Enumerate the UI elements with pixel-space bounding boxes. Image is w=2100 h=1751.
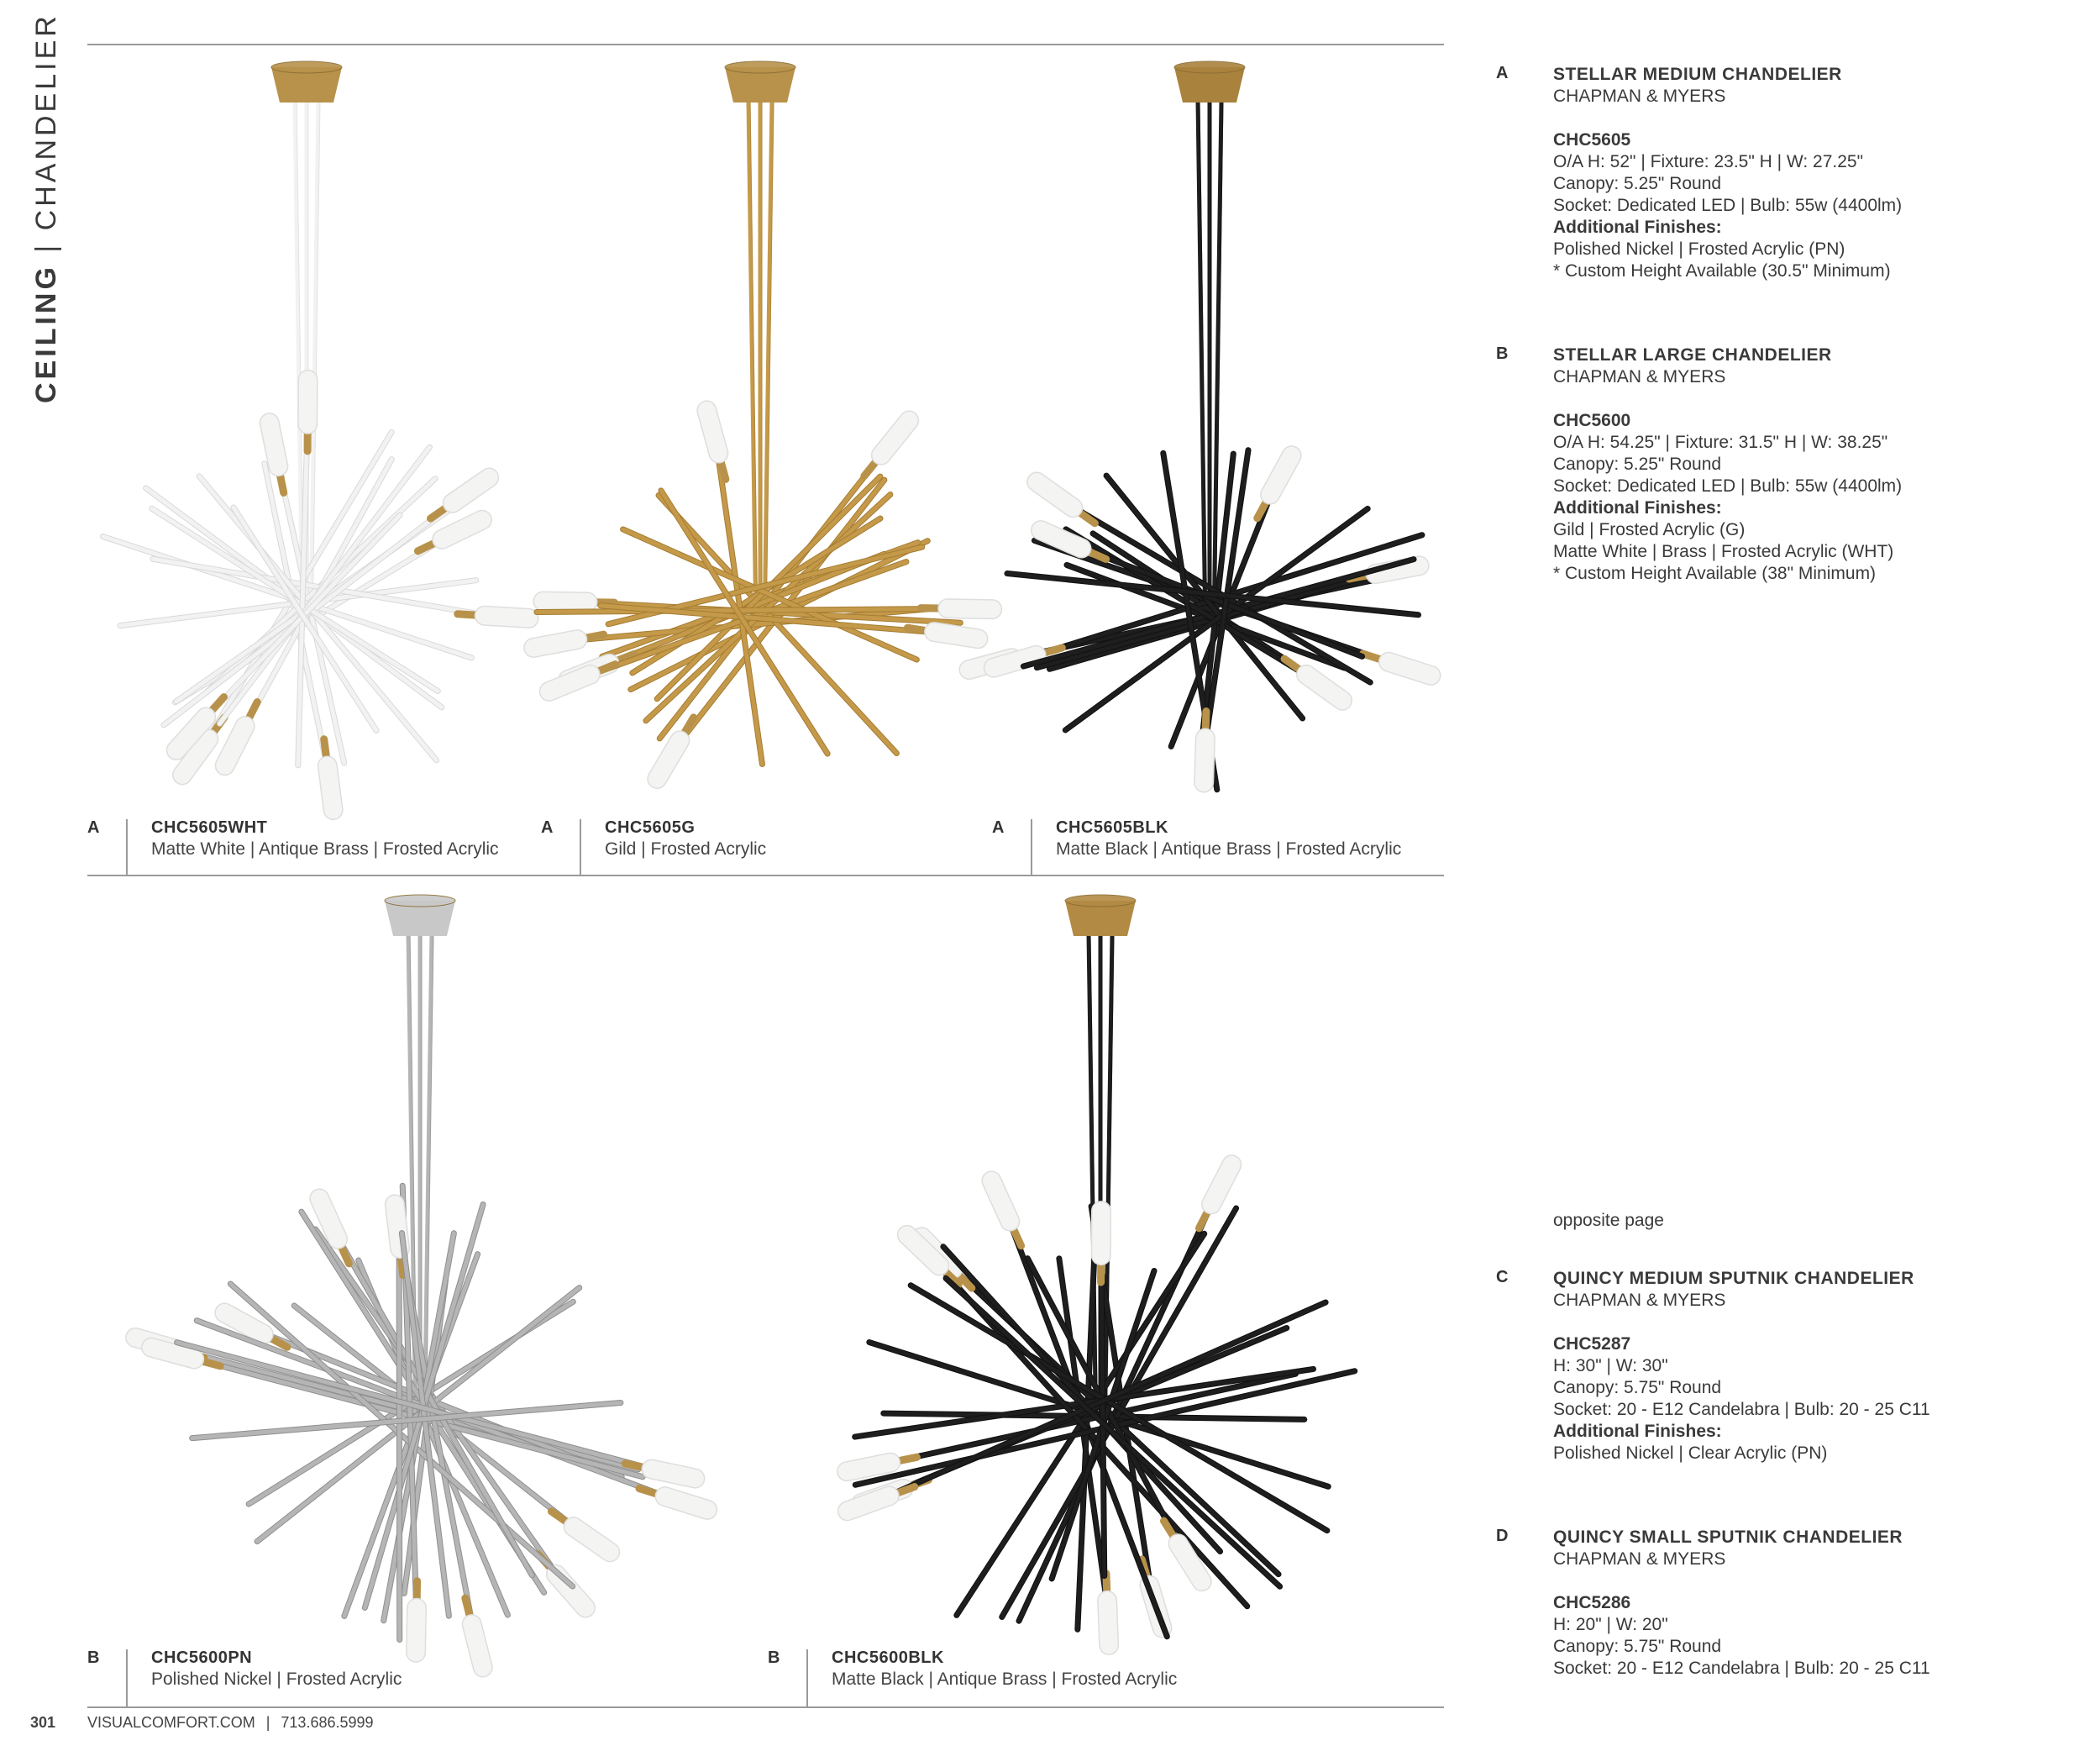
section-label-light: CHANDELIER [30, 13, 62, 231]
spec-line: Socket: Dedicated LED | Bulb: 55w (4400lm) [1553, 196, 1903, 215]
product-name: STELLAR MEDIUM CHANDELIER [1553, 65, 1842, 84]
stem-rod [1198, 101, 1205, 597]
section-label [17, 13, 76, 403]
glass-shade [533, 639, 577, 648]
glass-shade [657, 740, 680, 779]
chandelier-photo-white [101, 59, 538, 798]
caption-divider [580, 819, 581, 875]
glass-shade [453, 477, 489, 502]
stem-rod [425, 934, 432, 1412]
arm-rod [911, 1286, 1327, 1531]
product-name: QUINCY SMALL SPUTNIK CHANDELIER [1553, 1528, 1903, 1547]
canopy-top [385, 895, 455, 907]
designer: CHAPMAN & MYERS [1553, 1549, 1726, 1569]
section-label-bold: CEILING [30, 264, 62, 403]
stem-rod [1215, 101, 1221, 597]
product-name: QUINCY MEDIUM SPUTNIK CHANDELIER [1553, 1269, 1914, 1288]
stem-rod [765, 101, 772, 597]
glass-shade [151, 1348, 194, 1359]
glass-shade [1037, 481, 1073, 507]
finish-line: Gild | Frosted Acrylic (G) [1553, 520, 1746, 539]
glass-shade [948, 608, 992, 609]
spec-letter: C [1496, 1268, 1509, 1286]
canopy-top [271, 61, 342, 73]
finishes-label: Additional Finishes: [1553, 218, 1722, 237]
footer-site[interactable]: VISUALCOMFORT.COM [87, 1714, 255, 1731]
glass-shade [881, 420, 909, 455]
chandelier-photo-black [1004, 59, 1441, 798]
caption-letter: A [992, 818, 1005, 837]
arm-rod [399, 1242, 400, 1640]
arm-rod [946, 1278, 1280, 1586]
spec-letter: A [1496, 64, 1509, 82]
stem-rod [748, 101, 755, 597]
opposite-page-note: opposite page [1553, 1211, 1664, 1230]
finish-line: Polished Nickel | Frosted Acrylic (PN) [1553, 239, 1845, 259]
spec-line: Socket: 20 - E12 Candelabra | Bulb: 20 - 25 C11 [1553, 1659, 1930, 1678]
spec-letter: D [1496, 1527, 1509, 1545]
glass-shade [934, 632, 978, 639]
top-rule [87, 44, 1444, 45]
glass-shade [1270, 455, 1292, 494]
glass-shade [472, 1624, 483, 1667]
caption-letter: A [87, 818, 100, 837]
glass-shade [652, 1470, 696, 1479]
glass-shade [442, 520, 482, 539]
caption-letter: B [768, 1648, 780, 1667]
glass-shade [328, 765, 333, 810]
spec-line: H: 30" | W: 30" [1553, 1356, 1668, 1375]
stem-rod [295, 101, 302, 597]
canopy-top [1174, 61, 1245, 73]
spec-body [1553, 1268, 2091, 1464]
caption-finish: Gild | Frosted Acrylic [605, 839, 767, 859]
caption-letter: A [541, 818, 554, 837]
caption-divider [126, 819, 128, 875]
finish-line: * Custom Height Available (38" Minimum) [1553, 564, 1877, 583]
caption-finish: Polished Nickel | Frosted Acrylic [151, 1669, 402, 1689]
canopy-top [725, 61, 795, 73]
spec-body [1553, 1527, 2091, 1680]
glass-shade [574, 1527, 611, 1552]
chandelier-photo-gild [550, 59, 987, 798]
glass-shade [1306, 675, 1342, 701]
section-label-separator: | [30, 241, 62, 253]
finish-line: Matte White | Brass | Frosted Acrylic (WHT) [1553, 542, 1894, 561]
glass-shade [485, 616, 529, 618]
product-sku: CHC5287 [1553, 1334, 1631, 1354]
finish-line: * Custom Height Available (30.5" Minimum) [1553, 261, 1891, 281]
spec-line: O/A H: 52" | Fixture: 23.5" H | W: 27.25" [1553, 152, 1864, 171]
caption-finish: Matte Black | Antique Brass | Frosted Acrylic [1056, 839, 1402, 859]
finishes-label: Additional Finishes: [1553, 498, 1722, 518]
stem-rod [312, 101, 318, 597]
chandelier-photo-nickel [168, 891, 689, 1647]
caption-divider [1031, 819, 1032, 875]
footer-separator: | [265, 1714, 270, 1731]
caption-divider [126, 1649, 128, 1706]
middle-rule [87, 875, 1444, 876]
caption-divider [806, 1649, 808, 1706]
spec-line: Socket: Dedicated LED | Bulb: 55w (4400lm) [1553, 476, 1903, 496]
glass-shade [395, 1204, 400, 1249]
glass-shade [319, 1198, 338, 1238]
glass-shade [270, 423, 279, 466]
glass-shade [706, 410, 718, 453]
chandelier-photo-black-large [840, 891, 1361, 1647]
canopy-top [1065, 895, 1136, 907]
glass-shade [1204, 739, 1205, 783]
designer: CHAPMAN & MYERS [1553, 1291, 1726, 1310]
product-sku: CHC5286 [1553, 1593, 1631, 1612]
bottom-rule [87, 1706, 1444, 1708]
caption-finish: Matte White | Antique Brass | Frosted Acrylic [151, 839, 499, 859]
product-sku: CHC5605 [1553, 130, 1631, 150]
spec-line: Socket: 20 - E12 Candelabra | Bulb: 20 - 25 C11 [1553, 1400, 1930, 1419]
glass-shade [1211, 1165, 1231, 1204]
product-sku: CHC5600 [1553, 411, 1631, 430]
footer-phone: 713.686.5999 [281, 1714, 374, 1731]
caption-sku: CHC5605BLK [1056, 818, 1168, 837]
caption-letter: B [87, 1648, 100, 1667]
designer: CHAPMAN & MYERS [1553, 367, 1726, 386]
spec-body [1553, 344, 2091, 585]
glass-shade [416, 1608, 417, 1653]
spec-line: Canopy: 5.25" Round [1553, 455, 1722, 474]
glass-shade [1107, 1601, 1109, 1645]
spec-line: H: 20" | W: 20" [1553, 1615, 1668, 1634]
glass-shade [847, 1463, 890, 1472]
caption-sku: CHC5600PN [151, 1648, 253, 1667]
spec-line: Canopy: 5.75" Round [1553, 1378, 1722, 1397]
designer: CHAPMAN & MYERS [1553, 87, 1726, 106]
spec-line: Canopy: 5.25" Round [1553, 174, 1722, 193]
spec-line: O/A H: 54.25" | Fixture: 31.5" H | W: 38.25" [1553, 433, 1888, 452]
spec-line: Canopy: 5.75" Round [1553, 1637, 1722, 1656]
finish-line: Polished Nickel | Clear Acrylic (PN) [1553, 1443, 1828, 1463]
caption-sku: CHC5605G [605, 818, 696, 837]
glass-shade [225, 726, 245, 765]
glass-shade [549, 675, 591, 691]
footer-contact [87, 1714, 374, 1732]
spec-letter: B [1496, 344, 1509, 363]
finishes-label: Additional Finishes: [1553, 1422, 1722, 1441]
spec-body [1553, 64, 2091, 282]
glass-shade [991, 1180, 1010, 1221]
caption-sku: CHC5605WHT [151, 818, 268, 837]
caption-sku: CHC5600BLK [832, 1648, 944, 1667]
caption-finish: Matte Black | Antique Brass | Frosted Acrylic [832, 1669, 1178, 1689]
page-number: 301 [30, 1714, 56, 1731]
product-name: STELLAR LARGE CHANDELIER [1553, 345, 1832, 365]
